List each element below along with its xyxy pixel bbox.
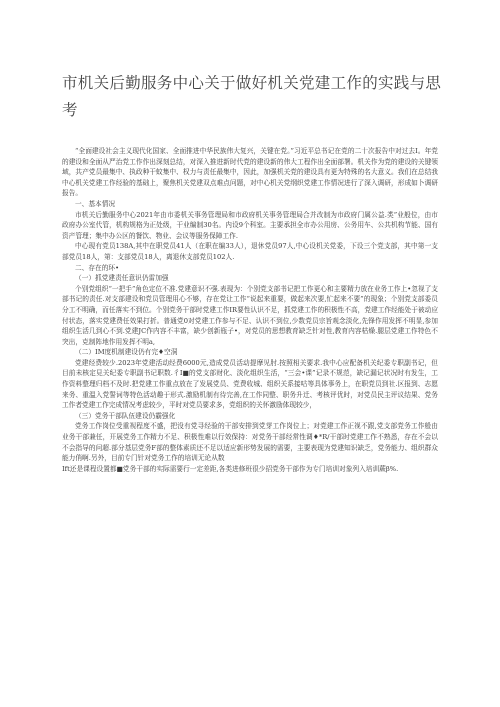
paragraph: 中心现有党员138A,其中在职党员41人（在职在编33人），退休党员97人,中心设机关党委，下设三个党支部，其中第一支部党员18人，第：支部党员18人，离退休支部党员102人. (62, 242, 438, 261)
paragraph: 市机关后勤服务中心2021年由市委机关事务管理局和市政府机关事务管理局合并改制为市政府门属公益.类”业般位，由市政府办公室代管，机构规格为正处级，干业编制30名。内设9个科室。主要承担全市办公用房、公务用车、公共机构节能、国有资产管理；集中办公区的餐饮、物业、会议等服务保障工作. (62, 210, 438, 240)
paragraph: Ift还是课程设置都■党务干部的实际需要行一定差距,各类进修班很少招党务干部作为专门培训对象列入培训蕨β%. (62, 464, 399, 473)
paragraph: （三）党务干部队伍建设仍霸强化 (75, 411, 176, 420)
paragraph: 个别党组织“一把手”角色定位不准.党建意识不强.表现为：个别党支部书记把工作更心和主要精力放在业务工作上•忽视了支部书记的责任.对支部建设和党员管理用心不够，存在党让工作“说起来重要，做起来次要,忙起来不要”的现象；个别党支部委员分工不明确，而任落实不到位。个别党务干部时党建工作IR要性认识不足，抓党建工作的积极性不高，党建工作经能处于被动应付状态，落实党建费任效果打折。普通党0对党建工作参与不足、认识不到位,少数党员宗旨观念淡化,先锋作用发挥不明显,参加组织生活几到心不到.党建JC作内容不丰富，缺少创新瓶子•，对党员的思想教育缺乏针对性,教育内容枯燥.腿层党建工作特色不突出，克制阵地作用发挥不明a, (62, 284, 438, 346)
paragraph: 党建经费较少.2023年党建活动经费6000元,造成党员活动提摩见肘.按照相关要求.我中心应配备机关纪委专职副书记，但目前未核定見关纪委专职副书记职数.彳I■的党支部财化、淡化组织生活，“三会•课”记录不规范，缺记漏记状况时有发生，工作资料整理归档不及时.把党建工作重点放在了发展党员、党费收城、组织关系接咕等具体事务上，在职党员到社.区报到、志愿来务、重温入党誓词等特色活动趣于形式.激励机制有待完善,在工作同整、职务升迁、考核评优时，对党员民主评议结果、党务工作者党建工作完成情况考虑较少，平时对党员要求多，党组织的关怀激励体现较少， (62, 358, 438, 410)
document-title: 市机关后勤服务中心关于做好机关党建工作的实践与思考 (62, 74, 442, 119)
paragraph: 党务工作岗位受重视程度不盛，把没有党寻经验的干部安排到党芽工作岗位上；对党建工作正视不跟,党支部党务工作般由业务干部兼任，开展党务工作精力不足、积极性难以行效保持：对党务干部经常性调♦*R/干部时党建工作不熟悉，存在不会以不会指导的问超.部分基层党务F部的整体素质还不足以适应新形势发展的需要，主要表现为党建知识缺乏，党务能力、组织群众能力俏啊.另外，目前专门针对党务工作的培训无论从数 (62, 422, 438, 463)
paragraph: （二）IM度机制建设仍有完♦空洞 (75, 348, 178, 357)
paragraph: “全面建设社会主义现代化国家、全面推进中华民族伟大复兴，关键在党。”习近平总书记在党的二十次报告中对过去I。年党的建设和全面从严治党工作作出深刻总结，对深入推进新时代党的建设新的伟大工程作出全面部署。机关作为党的建设的关键领域，共产党员最集中、执政种干蚊集中、权力与责任最集中，因此，加强机关党的建设具有更为特殊的名大意义。我们在总结我中心机关党建工作经验的基础上，聚焦机关党建双点难点问题，对中心机关党纲织党建工作情况进行了深入调研，形成如卜调研报告。 (62, 147, 438, 198)
paragraph: 二、存在的环• (75, 263, 120, 272)
paragraph: （一）抓党建责任意识仍雷加强 (75, 274, 169, 283)
paragraph: 一、基本情况 (75, 199, 116, 208)
document-body (62, 146, 438, 474)
